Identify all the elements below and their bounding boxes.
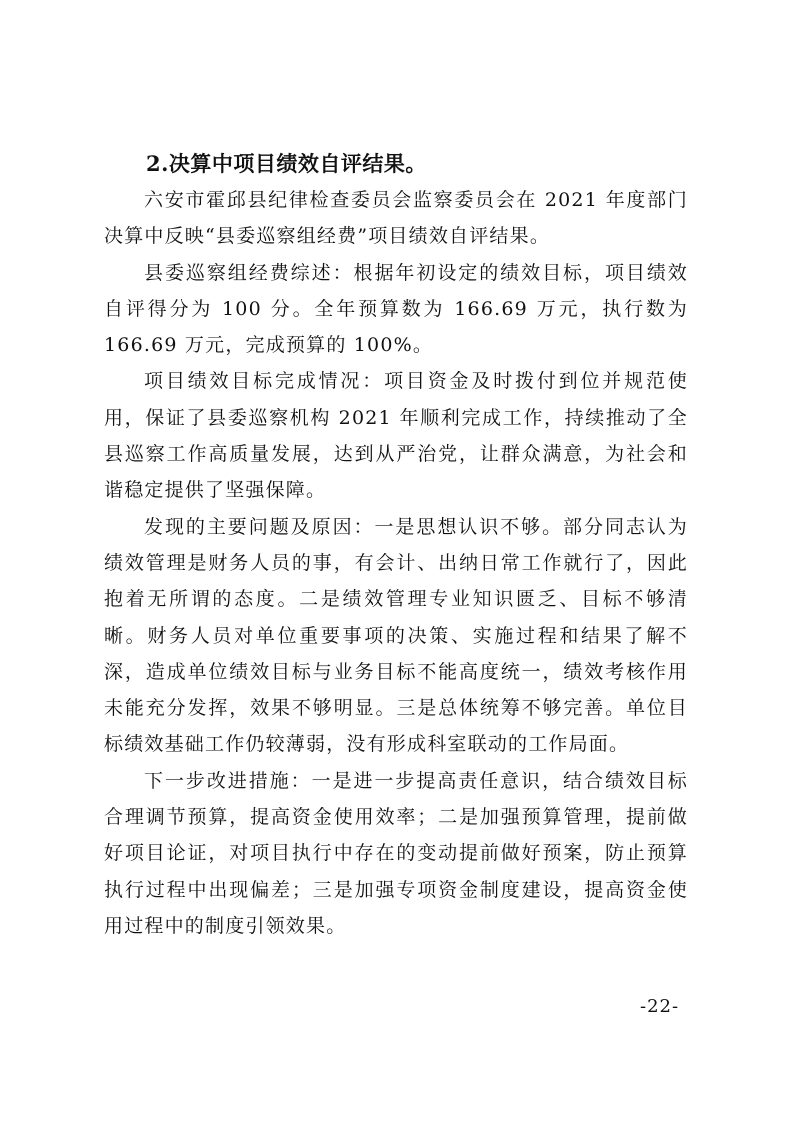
paragraph-intro: 六安市霍邱县纪律检查委员会监察委员会在 2021 年度部门决算中反映“县委巡察组经费”项目绩效自评结果。	[104, 189, 688, 248]
paragraph-completion: 项目绩效目标完成情况：项目资金及时拨付到位并规范使用，保证了县委巡察机构 2021 年顺利完成工作，持续推动了全县巡察工作高质量发展，达到从严治党，让群众满意，为社会和谐稳定提供了坚强保障。	[104, 370, 688, 502]
paragraph-summary: 县委巡察组经费综述：根据年初设定的绩效目标，项目绩效自评得分为 100 分。全年预算数为 166.69 万元，执行数为 166.69 万元，完成预算的 100%。	[104, 261, 688, 357]
document-body	[104, 146, 688, 944]
section-heading: 2.决算中项目绩效自评结果。	[146, 151, 427, 176]
paragraph-problems: 发现的主要问题及原因：一是思想认识不够。部分同志认为绩效管理是财务人员的事，有会计、出纳日常工作就行了，因此抱着无所谓的态度。二是绩效管理专业知识匮乏、目标不够清晰。财务人员对单位重要事项的决策、实施过程和结果了解不深，造成单位绩效目标与业务目标不能高度统一，绩效考核作用未能充分发挥，效果不够明显。三是总体统筹不够完善。单位目标绩效基础工作仍较薄弱，没有形成科室联动的工作局面。	[104, 515, 688, 756]
paragraph-improvements: 下一步改进措施：一是进一步提高责任意识，结合绩效目标合理调节预算，提高资金使用效率；二是加强预算管理，提前做好项目论证，对项目执行中存在的变动提前做好预案，防止预算执行过程中出现偏差；三是加强专项资金制度建设，提高资金使用过程中的制度引领效果。	[104, 769, 688, 937]
page-number: -22-	[640, 996, 680, 1017]
